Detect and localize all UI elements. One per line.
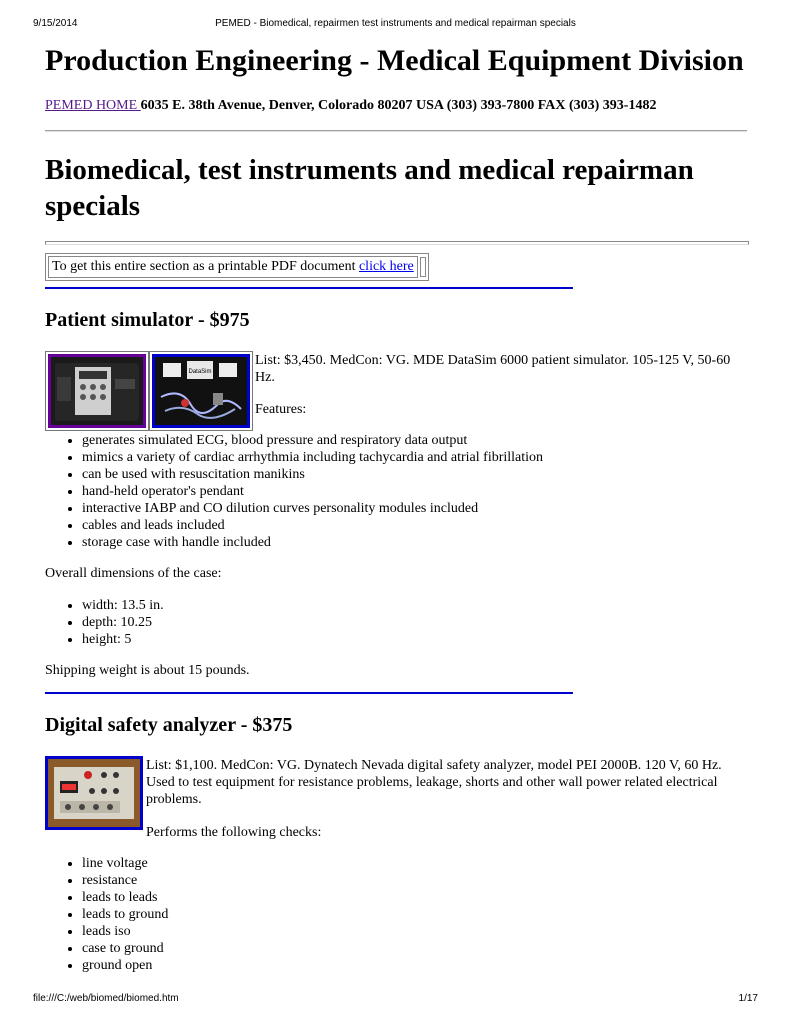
pdf-notice-text: To get this entire section as a printable PDF document <box>52 259 359 274</box>
patient-simulator-photo-1-frame[interactable] <box>45 351 149 431</box>
patient-simulator-photo-2-frame[interactable] <box>149 351 253 431</box>
header-divider <box>45 130 747 132</box>
simulator-leads-image-icon <box>155 357 247 425</box>
list-item: • hand-held operator's pendant <box>82 483 543 500</box>
list-item: • can be used with resuscitation manikins <box>82 466 543 483</box>
heading-divider <box>45 241 749 245</box>
pdf-click-here-link[interactable]: click here <box>358 259 414 274</box>
list-item: • case to ground <box>82 940 168 957</box>
page-heading: Biomedical, test instruments and medical repairman specials <box>45 154 694 222</box>
safety-analyzer-description: List: $1,100. MedCon: VG. Dynatech Nevada digital safety analyzer, model PEI 2000B. 120 V, 60 Hz. Used to test equipment for resistance problems, leakage, shorts and other wall power related electrical problems. <box>146 758 722 807</box>
print-page-number: 1/17 <box>738 993 758 1004</box>
safety-analyzer-photo[interactable] <box>45 756 143 830</box>
features-list <box>45 432 543 551</box>
patient-simulator-description: List: $3,450. MedCon: VG. MDE DataSim 6000 patient simulator. 105-125 V, 50-60 Hz. <box>255 353 731 385</box>
print-file-path: file:///C:/web/biomed/biomed.htm <box>33 993 179 1004</box>
pdf-notice-box <box>45 253 429 281</box>
print-doc-title: PEMED - Biomedical, repairmen test instruments and medical repairman specials <box>215 18 576 29</box>
dimensions-label: Overall dimensions of the case: <box>45 566 222 581</box>
list-item: • leads iso <box>82 923 168 940</box>
checks-label: Performs the following checks: <box>146 825 322 840</box>
address-text: 6035 E. 38th Avenue, Denver, Colorado 80207 USA (303) 393-7800 FAX (303) 393-1482 <box>140 98 657 113</box>
simulator-case-image-icon <box>51 357 143 425</box>
list-item: • mimics a variety of cardiac arrhythmia including tachycardia and atrial fibrillation <box>82 449 543 466</box>
dimensions-list <box>45 597 164 648</box>
list-item: • resistance <box>82 872 168 889</box>
section-divider-2 <box>45 692 573 694</box>
shipping-weight: Shipping weight is about 15 pounds. <box>45 663 250 678</box>
list-item: • width: 13.5 in. <box>82 597 164 614</box>
photo-label: DataSim <box>188 369 212 375</box>
list-item: • height: 5 <box>82 631 164 648</box>
checks-list <box>45 855 168 974</box>
list-item: • line voltage <box>82 855 168 872</box>
list-item: • cables and leads included <box>82 517 543 534</box>
list-item: • depth: 10.25 <box>82 614 164 631</box>
pdf-notice <box>48 256 418 278</box>
safety-analyzer-image-icon <box>48 759 140 827</box>
list-item: • generates simulated ECG, blood pressure and respiratory data output <box>82 432 543 449</box>
list-item: • interactive IABP and CO dilution curves personality modules included <box>82 500 543 517</box>
list-item: • ground open <box>82 957 168 974</box>
patient-simulator-photo-1 <box>48 354 146 428</box>
home-link[interactable]: PEMED HOME <box>45 98 141 113</box>
print-date: 9/15/2014 <box>33 18 78 29</box>
list-item: • leads to leads <box>82 889 168 906</box>
safety-analyzer-title: Digital safety analyzer - $375 <box>45 714 293 736</box>
patient-simulator-title: Patient simulator - $975 <box>45 309 250 331</box>
features-label: Features: <box>255 402 307 417</box>
section-divider-1 <box>45 287 573 289</box>
address-line <box>45 98 656 114</box>
list-item: • leads to ground <box>82 906 168 923</box>
site-title: Production Engineering - Medical Equipment Division <box>45 44 744 77</box>
patient-simulator-photo-2 <box>152 354 250 428</box>
pdf-empty-cell <box>420 257 426 277</box>
list-item: • storage case with handle included <box>82 534 543 551</box>
